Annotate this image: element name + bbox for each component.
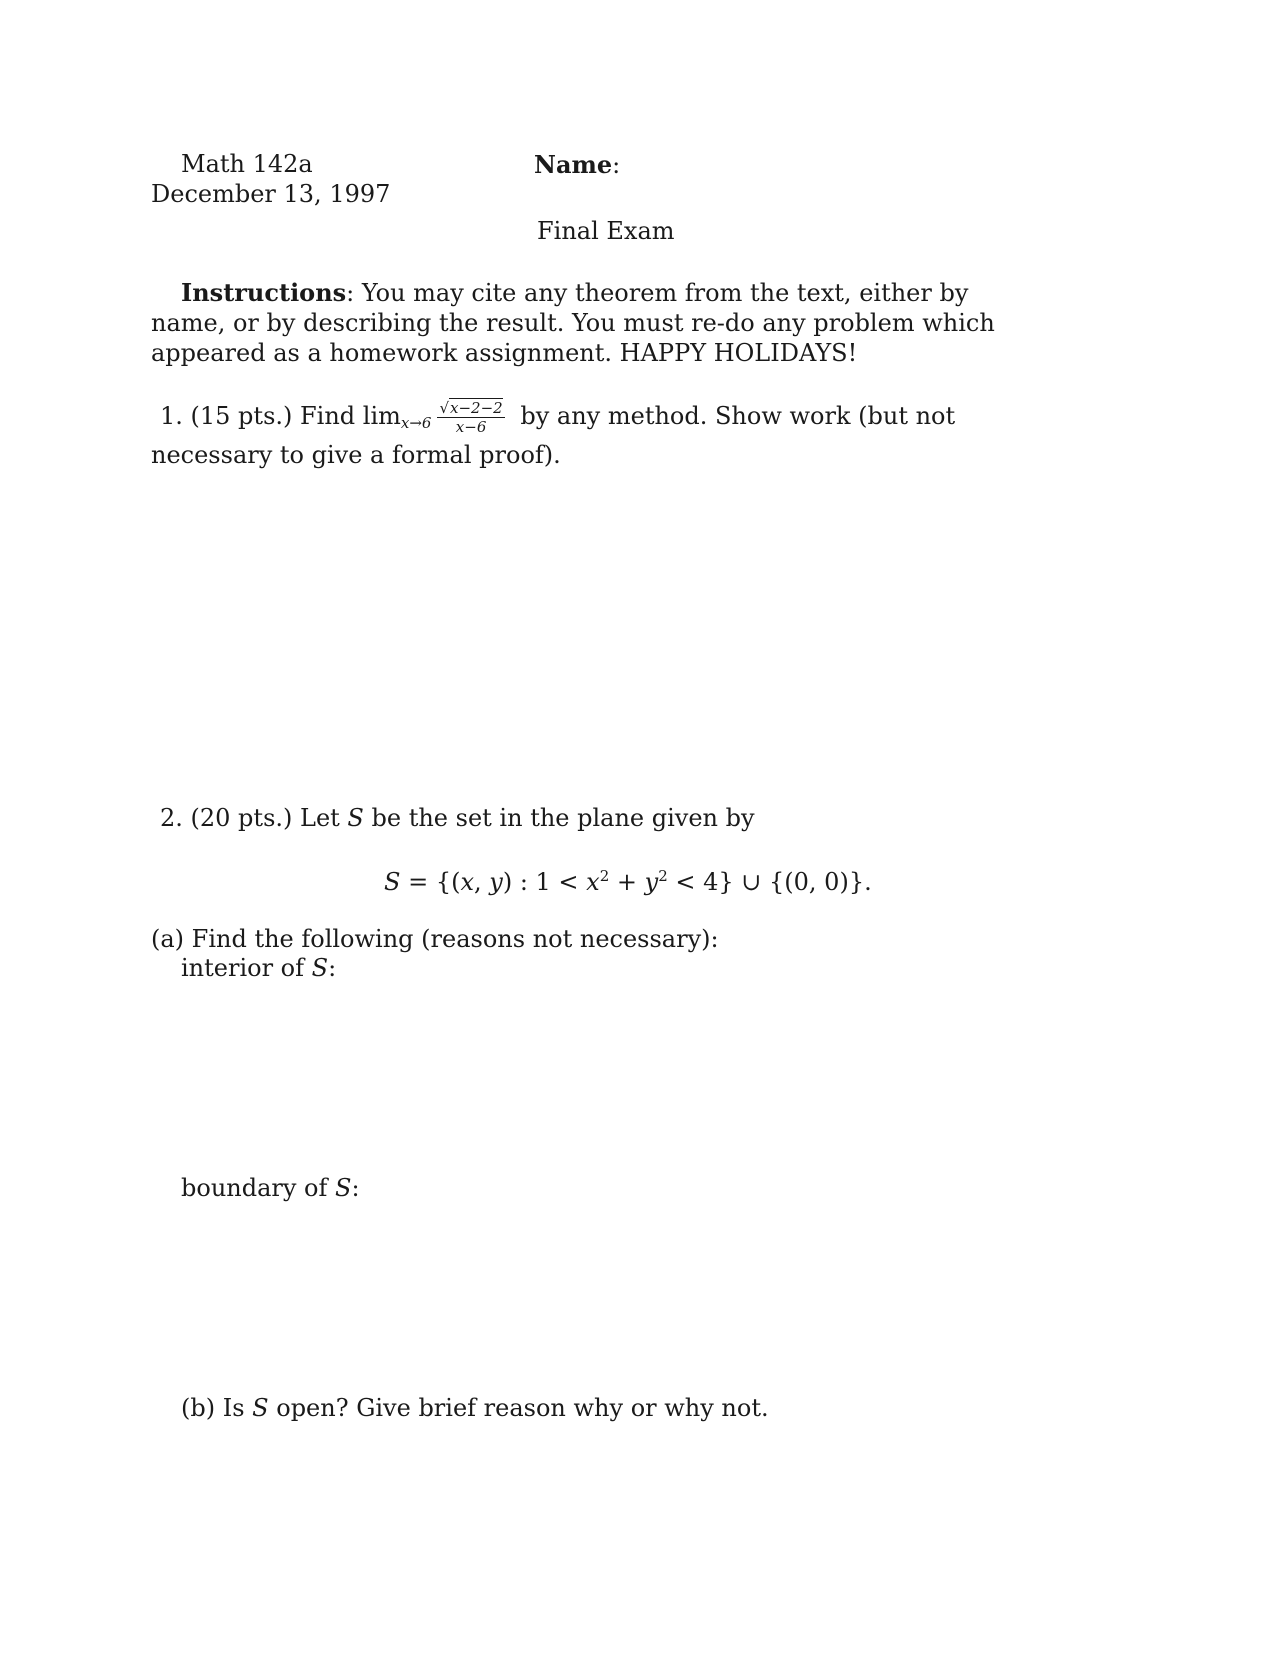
- name-colon: :: [612, 151, 621, 179]
- sqrt-radicand: x−2−2: [450, 399, 503, 417]
- part-b-var: S: [252, 1394, 269, 1422]
- set-variable: S: [347, 804, 364, 832]
- boundary-var: S: [335, 1174, 352, 1202]
- sqrt-symbol: √: [439, 399, 450, 417]
- problem-1-suffix: by any method. Show work (but not necessary to give a formal proof).: [151, 402, 956, 469]
- fraction-denominator: x−6: [455, 418, 487, 436]
- problem-2-suffix: be the set in the plane given by: [363, 804, 755, 832]
- boundary-label: boundary of: [181, 1174, 336, 1202]
- eq-x: x: [460, 868, 474, 896]
- eq-lhs: S: [384, 868, 401, 896]
- interior-prompt: [181, 954, 336, 982]
- boundary-prompt: [181, 1174, 360, 1202]
- eq-comma: ,: [474, 868, 490, 896]
- interior-colon: :: [328, 954, 337, 982]
- eq-part2: ) : 1 <: [502, 868, 587, 896]
- exam-title: Final Exam: [537, 217, 675, 245]
- eq-part1: = {(: [400, 868, 461, 896]
- interior-var: S: [311, 954, 329, 982]
- eq-x2: x: [586, 868, 600, 896]
- course-title: Math 142a: [181, 150, 313, 178]
- problem-1-prefix: 1. (15 pts.) Find lim: [160, 402, 401, 430]
- limit-subscript: x→6: [400, 414, 432, 432]
- eq-part3: < 4} ∪ {(0, 0)}.: [667, 868, 872, 896]
- eq-y: y: [489, 868, 503, 896]
- fraction-numerator: [437, 400, 504, 418]
- name-label: Name: [534, 150, 613, 179]
- part-b-question: [181, 1394, 769, 1422]
- part-b-suffix: open? Give brief reason why or why not.: [268, 1394, 769, 1422]
- part-b-prefix: (b) Is: [181, 1394, 253, 1422]
- instructions-label: Instructions: [181, 278, 347, 307]
- instructions-text: : You may cite any theorem from the text, either by name, or by describing the result. You must re-do any problem which appeared as a homework assignment. HAPPY HOLIDAYS!: [151, 279, 995, 367]
- problem-1: [151, 400, 1048, 471]
- exam-date: December 13, 1997: [151, 180, 391, 208]
- set-equation: [384, 867, 872, 896]
- interior-label: interior of: [181, 954, 312, 982]
- eq-plus: +: [609, 868, 645, 896]
- instructions-paragraph: [151, 278, 1048, 368]
- limit-fraction: [437, 400, 504, 435]
- eq-y2: y: [644, 868, 659, 896]
- eq-sq1: 2: [599, 867, 610, 885]
- problem-2-prefix: 2. (20 pts.) Let: [160, 804, 348, 832]
- problem-2-intro: [160, 804, 755, 832]
- part-a-heading: (a) Find the following (reasons not necessary):: [151, 925, 719, 953]
- boundary-colon: :: [351, 1174, 360, 1202]
- name-field-label: [534, 150, 620, 179]
- eq-sq2: 2: [658, 867, 668, 885]
